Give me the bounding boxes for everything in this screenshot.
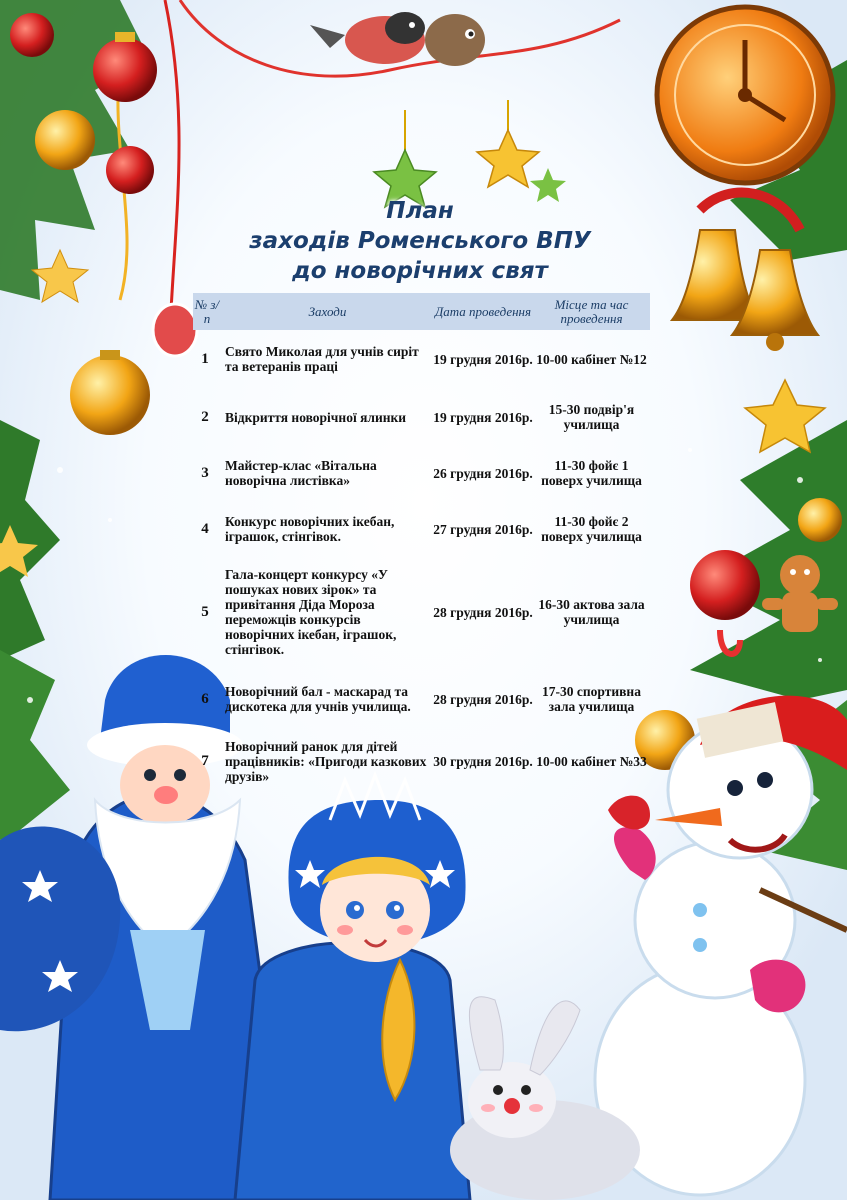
row-event: Конкурс новорічних ікебан, іграшок, стінгівок. <box>225 514 395 544</box>
table-row <box>193 447 650 499</box>
title-line-plan: План <box>386 198 454 224</box>
clock <box>657 7 833 183</box>
header-number: № з/п <box>194 296 220 326</box>
row-place: 10-00 кабінет №33 <box>536 753 647 769</box>
row-number: 5 <box>201 603 209 620</box>
title-line-institution: заходів Роменського ВПУ <box>249 228 591 254</box>
row-place: 11-30 фойє 1 поверх училища <box>541 458 642 488</box>
header-date: Дата проведення <box>434 303 532 319</box>
row-number: 1 <box>201 350 209 367</box>
row-number: 7 <box>201 752 209 769</box>
row-date: 19 грудня 2016р. <box>433 409 533 425</box>
row-number: 3 <box>201 464 209 481</box>
row-place: 16-30 актова зала училища <box>538 597 645 627</box>
row-date: 26 грудня 2016р. <box>433 465 533 481</box>
header-event: Заходи <box>308 303 347 319</box>
row-number: 4 <box>201 520 209 537</box>
row-event: Новорічний бал - маскарад та дискотека для учнів училища. <box>225 684 411 714</box>
row-date: 28 грудня 2016р. <box>433 691 533 707</box>
table-header <box>193 293 650 330</box>
row-event: Гала-концерт конкурсу «У пошуках нових зірок» та привітання Діда Мороза переможців конкурсів новорічних ікебан, іграшок, стінгівок. <box>225 567 397 657</box>
table-row <box>193 559 650 665</box>
row-place: 10-00 кабінет №12 <box>536 351 647 367</box>
table-row <box>193 337 650 381</box>
header-place: Місце та час проведення <box>554 296 629 326</box>
row-event: Майстер-клас «Вітальна новорічна листівка» <box>225 458 377 488</box>
row-place: 15-30 подвір'я училища <box>548 402 635 432</box>
row-place: 17-30 спортивна зала училища <box>542 684 641 714</box>
row-number: 6 <box>201 690 209 707</box>
row-event: Відкриття новорічної ялинки <box>225 409 407 425</box>
row-place: 11-30 фойє 2 поверх училища <box>541 514 642 544</box>
row-date: 30 грудня 2016р. <box>433 753 533 769</box>
table-row <box>193 671 650 727</box>
title-line-occasion: до новорічних свят <box>292 258 548 284</box>
row-date: 27 грудня 2016р. <box>433 521 533 537</box>
row-event: Новорічний ранок для дітей працівників: «Пригоди казкових друзів» <box>225 738 427 784</box>
table-row <box>193 733 650 789</box>
row-number: 2 <box>201 408 209 425</box>
row-date: 28 грудня 2016р. <box>433 604 533 620</box>
table-row <box>193 391 650 443</box>
row-date: 19 грудня 2016р. <box>433 351 533 367</box>
row-event: Свято Миколая для учнів сиріт та ветеранів праці <box>225 344 419 374</box>
table-row <box>193 503 650 555</box>
